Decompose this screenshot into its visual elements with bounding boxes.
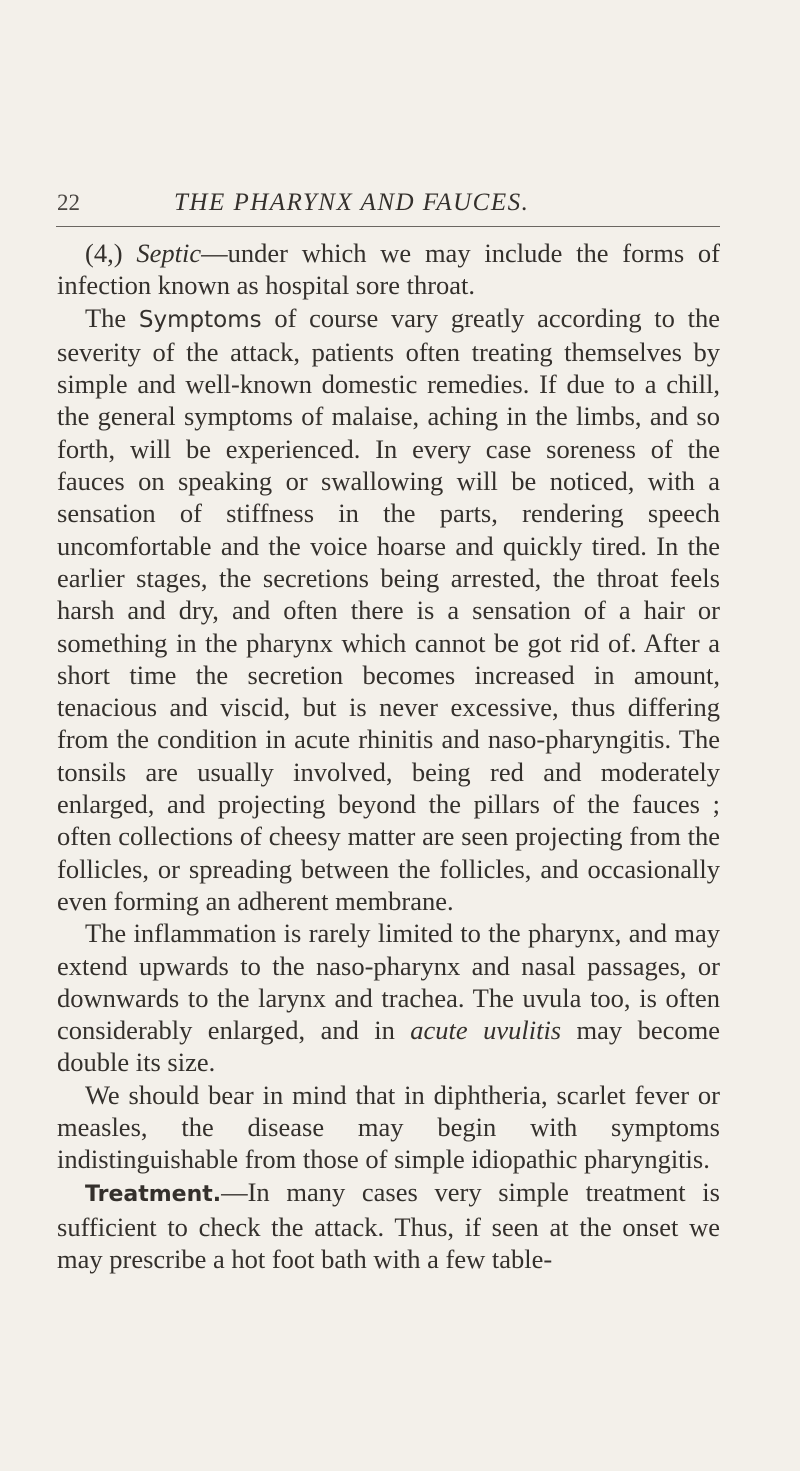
paragraph-text: of course vary greatly according to the severity of the attack, patients often treating themselves by simple and well-known domestic remedies. If due to a chill, the general symptoms of malaise, aching in the limbs, and so forth, will be experienced. In every case soreness of the fauces on speaking or swallowing will be noticed, with a sensation of stiffness in the parts, rendering speech uncomfortable and the voice hoarse and quickly tired. In the earlier stages, the secretions being arrested, the throat feels harsh and dry, and often there is a sensation of a hair or something in the pharynx which cannot be got rid of. After a short time the secretion becomes increased in amount, tenacious and viscid, but is never excessive, thus differing from the condition in acute rhinitis and naso-pharyngitis. The tonsils are usually involved, being red and moderately enlarged, and projecting beyond the pillars of the fauces ; often collections of cheesy matter are seen projecting from the follicles, or spreading between the follicles, and occasionally even forming an adherent membrane. bbox=[57, 302, 720, 916]
body-text bbox=[57, 237, 720, 1276]
paragraph-text: —In many cases very simple treatment is sufficient to check the attack. Thus, if seen at the onset we may prescribe a hot foot bath with a few table- bbox=[57, 1176, 720, 1275]
paragraph-septic bbox=[57, 237, 720, 302]
italic-term-septic: Septic bbox=[136, 238, 202, 268]
paragraph-inflammation bbox=[57, 917, 720, 1078]
header-rule bbox=[56, 226, 720, 227]
paragraph-text: We should bear in mind that in diphtheria, scarlet fever or measles, the disease may begin with symptoms indistinguishable from those of simple idiopathic pharyngitis. bbox=[57, 1079, 720, 1175]
list-number: (4,) bbox=[85, 238, 137, 268]
heading-treatment: Treatment. bbox=[85, 1181, 222, 1207]
paragraph-symptoms bbox=[57, 302, 720, 918]
running-head bbox=[57, 188, 719, 224]
paragraph-text: —under which we may include the forms of infection known as hospital sore throat. bbox=[57, 238, 720, 301]
page-number: 22 bbox=[57, 190, 80, 215]
paragraph-diphtheria bbox=[57, 1079, 720, 1176]
running-title: THE PHARYNX AND FAUCES. bbox=[174, 189, 530, 216]
paragraph-text-end: may become double its size. bbox=[57, 1015, 720, 1078]
paragraph-lead: The bbox=[85, 302, 139, 333]
paragraph-treatment bbox=[57, 1176, 720, 1276]
paragraph-text: The inflammation is rarely limited to the pharynx, and may extend upwards to the naso-pharynx and nasal passages, or downwards to the larynx and trachea. The uvula too, is often considerably enlarged, and in bbox=[57, 918, 720, 1046]
heading-symptoms: Symptoms bbox=[138, 306, 262, 333]
italic-term-acute-uvulitis: acute uvulitis bbox=[410, 1015, 562, 1046]
